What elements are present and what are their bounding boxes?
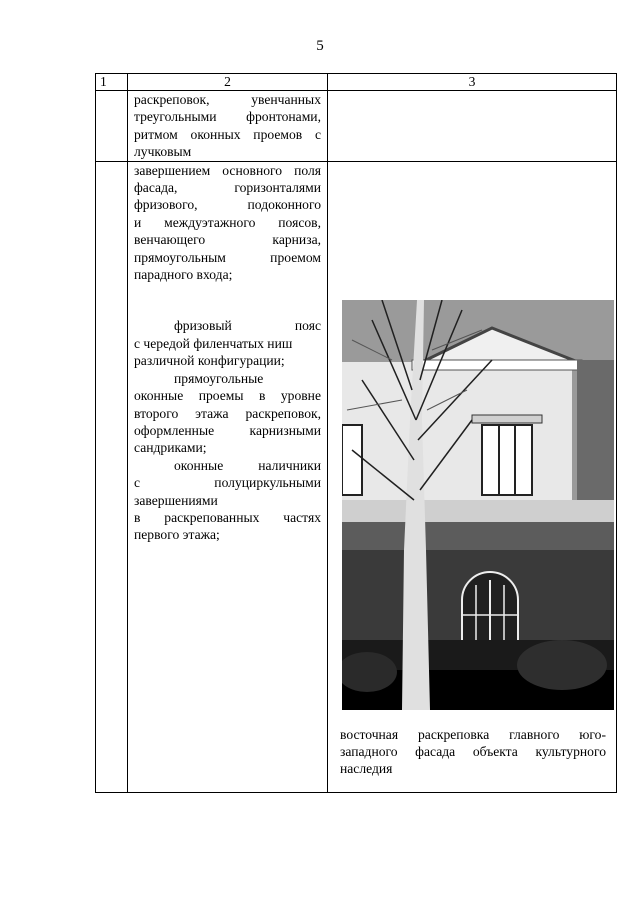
right-tree: [577, 360, 614, 520]
row2-illustration-cell: [328, 161, 617, 792]
table-row: [96, 91, 617, 162]
caption-line: восточная раскреповка главного юго-: [340, 726, 606, 742]
text-line: парадного входа;: [134, 267, 233, 283]
paragraph-casings: [134, 457, 321, 544]
text-line: лучковым: [134, 144, 192, 160]
column-header-2: 2: [128, 74, 328, 91]
row2-number-cell: [96, 161, 128, 792]
facade-photo-image: [342, 300, 614, 710]
column-header-3: 3: [328, 74, 617, 91]
upper-window: [342, 425, 362, 495]
text-line: ритмом оконных проемов с: [134, 126, 321, 142]
caption-line: западного фасада объекта культурного: [340, 744, 606, 760]
text-line: венчающего карниза,: [134, 232, 321, 248]
row1-number-cell: [96, 91, 128, 162]
text-line: прямоугольным проемом: [134, 249, 321, 265]
text-line: первого этажа;: [134, 527, 220, 543]
photo-caption: [334, 710, 610, 778]
heritage-table: [95, 73, 617, 793]
spacer: [134, 283, 321, 317]
caption-line: наследия: [340, 761, 393, 777]
row2-description-cell: [128, 161, 328, 792]
row1-illustration-cell: [328, 91, 617, 162]
page-number: 5: [316, 38, 324, 54]
window-sandrik: [472, 415, 542, 423]
text-line: и междуэтажного поясов,: [134, 214, 321, 230]
column-header-1: 1: [96, 74, 128, 91]
belt-course: [342, 500, 614, 522]
paragraph-windows: [134, 370, 321, 457]
text-line: треугольными фронтонами,: [134, 109, 321, 125]
paragraph-frieze: [134, 317, 321, 369]
text-line: с полуциркульными: [134, 475, 321, 491]
text-line: различной конфигурации;: [134, 353, 285, 369]
paragraph-facade: [134, 162, 321, 284]
text-line: оконные проемы в уровне: [134, 388, 321, 404]
text-line: фризовый пояс: [174, 318, 321, 334]
text-line: в раскрепованных частях: [134, 509, 321, 525]
text-line: завершением основного поля: [134, 162, 321, 178]
shrub: [517, 640, 607, 690]
table-header-row: [96, 74, 617, 91]
row1-description-cell: [128, 91, 328, 162]
table-row: [96, 161, 617, 792]
text-line: с чередой филенчатых ниш: [134, 335, 293, 351]
text-line: оформленные карнизными: [134, 422, 321, 438]
text-line: завершениями: [134, 492, 218, 508]
text-line: оконные наличники: [174, 457, 321, 473]
upper-wall: [342, 362, 572, 522]
text-line: фризового, подоконного: [134, 197, 321, 213]
facade-photo: [342, 300, 614, 710]
text-line: фасада, горизонталями: [134, 180, 321, 196]
text-line: второго этажа раскреповок,: [134, 405, 321, 421]
text-line: раскреповок, увенчанных: [134, 92, 321, 107]
text-line: сандриками;: [134, 440, 207, 456]
text-line: прямоугольные: [174, 370, 264, 386]
upper-window: [482, 425, 532, 495]
